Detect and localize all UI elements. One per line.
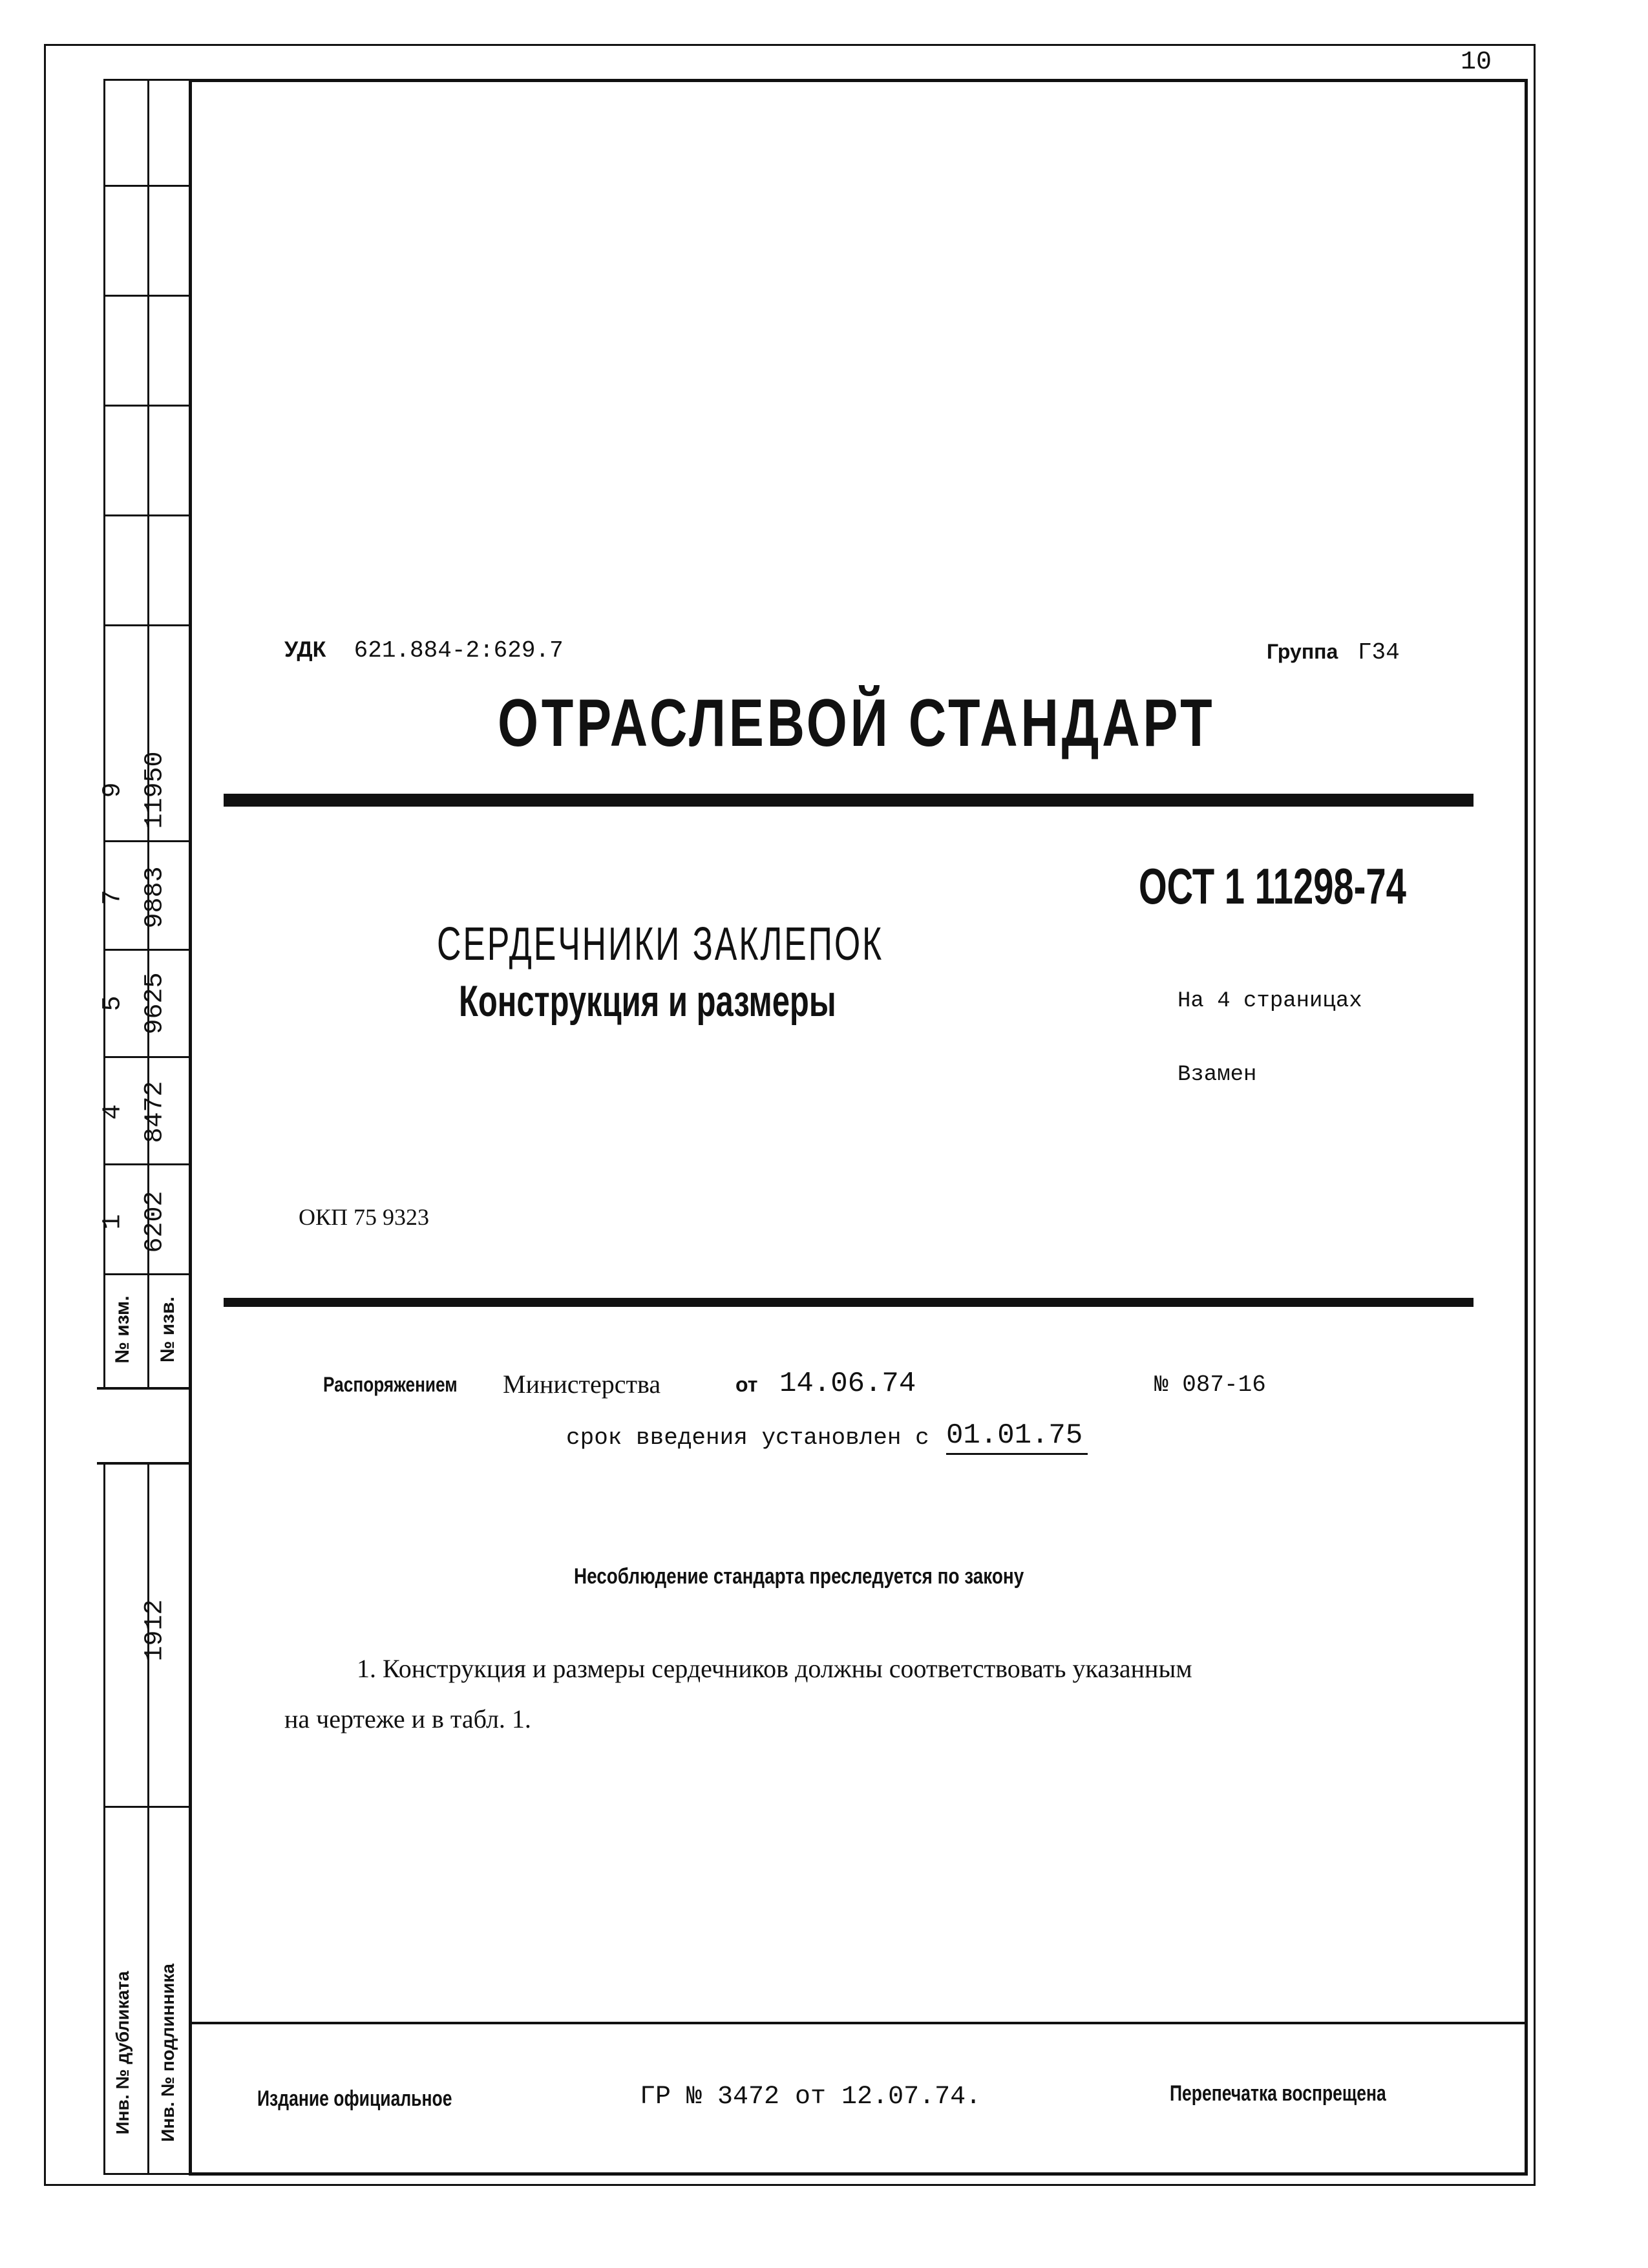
change-number-1: 1 [98, 1214, 128, 1230]
change-number-5: 5 [98, 995, 128, 1012]
effective-date: 01.01.75 [946, 1419, 1088, 1455]
document-type-title: ОТРАСЛЕВОЙ СТАНДАРТ [498, 686, 1216, 761]
notice-number-8472: 8472 [140, 1081, 170, 1143]
notice-number-9883: 9883 [140, 866, 170, 929]
group-code: Группа Г34 [1267, 639, 1400, 666]
original-inventory-label: Инв. № подлинника [158, 1964, 178, 2142]
notice-number-11950: 11950 [140, 751, 170, 829]
reprint-notice: Перепечатка воспрещена [1170, 2081, 1386, 2106]
footer-rule [189, 2022, 1528, 2024]
page-inner-border [189, 79, 1528, 2176]
paragraph-1-line-2: на чертеже и в табл. 1. [284, 1704, 531, 1733]
standard-name-line2: Конструкция и размеры [459, 977, 836, 1026]
legal-warning: Несоблюдение стандарта преследуется по закону [574, 1564, 1024, 1589]
notice-number-6202: 6202 [140, 1191, 170, 1253]
order-date: 14.06.74 [779, 1368, 916, 1400]
change-number-9: 9 [98, 782, 128, 798]
order-authority: Министерства [503, 1370, 661, 1399]
udk-code: УДК 621.884-2:629.7 [284, 637, 564, 664]
page-number: 10 [1461, 48, 1492, 77]
middle-rule [224, 1298, 1474, 1307]
edition-label: Издание официальное [257, 2086, 452, 2111]
standard-code: ОСТ 1 11298-74 [1139, 858, 1406, 915]
change-label: № изм. [112, 1295, 133, 1364]
replaces-label: Взамен [1178, 1063, 1257, 1087]
standard-name-line1: СЕРДЕЧНИКИ ЗАКЛЕПОК [437, 918, 884, 970]
notice-label: № изв. [157, 1297, 178, 1362]
duplicate-inventory-label: Инв. № дубликата [112, 1971, 132, 2135]
registration-number: ГР № 3472 от 12.07.74. [640, 2083, 982, 2112]
effective-text: срок введения установлен с [566, 1425, 929, 1451]
change-number-7: 7 [98, 889, 128, 906]
order-label: Распоряжением [323, 1373, 458, 1396]
okp-code: ОКП 75 9323 [299, 1204, 430, 1230]
order-number: № 087-16 [1154, 1372, 1266, 1398]
header-rule [224, 794, 1474, 807]
paragraph-1-line-1: 1. Конструкция и размеры сердечников должны соответствовать указанным [357, 1654, 1192, 1683]
notice-number-9625: 9625 [140, 972, 170, 1035]
original-inventory-number: 1912 [140, 1599, 170, 1662]
change-number-4: 4 [98, 1104, 128, 1120]
page-count: На 4 страницах [1178, 989, 1362, 1013]
order-date-prefix: от [735, 1373, 758, 1396]
